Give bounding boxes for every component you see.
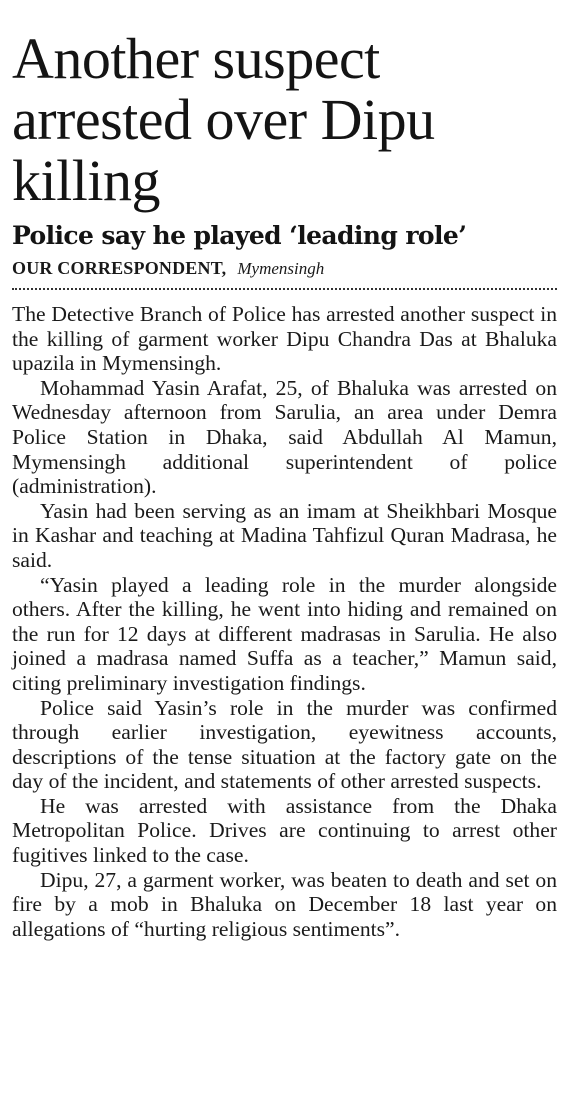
byline-location: Mymensingh bbox=[237, 259, 325, 278]
headline: Another suspect arrested over Dipu killing bbox=[12, 26, 435, 213]
article-body bbox=[12, 302, 557, 941]
byline bbox=[12, 257, 559, 280]
byline-author: OUR CORRESPONDENT, bbox=[12, 258, 227, 278]
dotted-divider bbox=[12, 288, 557, 290]
paragraph: Yasin had been serving as an imam at Sheikhbari Mosque in Kashar and teaching at Madina Tahfizul Quran Madrasa, he said. bbox=[12, 498, 557, 572]
paragraph: He was arrested with assistance from the Dhaka Metropolitan Police. Drives are continuing to arrest other fugitives linked to the case. bbox=[12, 793, 557, 868]
paragraph: The Detective Branch of Police has arrested another suspect in the killing of garment worker Dipu Chandra Das at Bhaluka upazila in Mymensingh. bbox=[12, 302, 557, 376]
paragraph: Dipu, 27, a garment worker, was beaten to death and set on fire by a mob in Bhaluka on December 18 last year on allegations of “hurting religious sentiments”. bbox=[12, 867, 557, 941]
subheadline: Police say he played ‘leading role’ bbox=[12, 221, 467, 250]
paragraph: “Yasin played a leading role in the murder alongside others. After the killing, he went into hiding and remained on the run for 12 days at different madrasas in Sarulia. He also joined a madrasa named Suffa as a teacher,” Mamun said, citing preliminary investigation findings. bbox=[12, 572, 557, 695]
paragraph: Mohammad Yasin Arafat, 25, of Bhaluka was arrested on Wednesday afternoon from Sarulia, an area under Demra Police Station in Dhaka, said Abdullah Al Mamun, Mymensingh additional superintendent of police (administration). bbox=[12, 375, 557, 499]
paragraph: Police said Yasin’s role in the murder was confirmed through earlier investigation, eyewitness accounts, descriptions of the tense situation at the factory gate on the day of the incident, and statements of other arrested suspects. bbox=[12, 695, 557, 794]
